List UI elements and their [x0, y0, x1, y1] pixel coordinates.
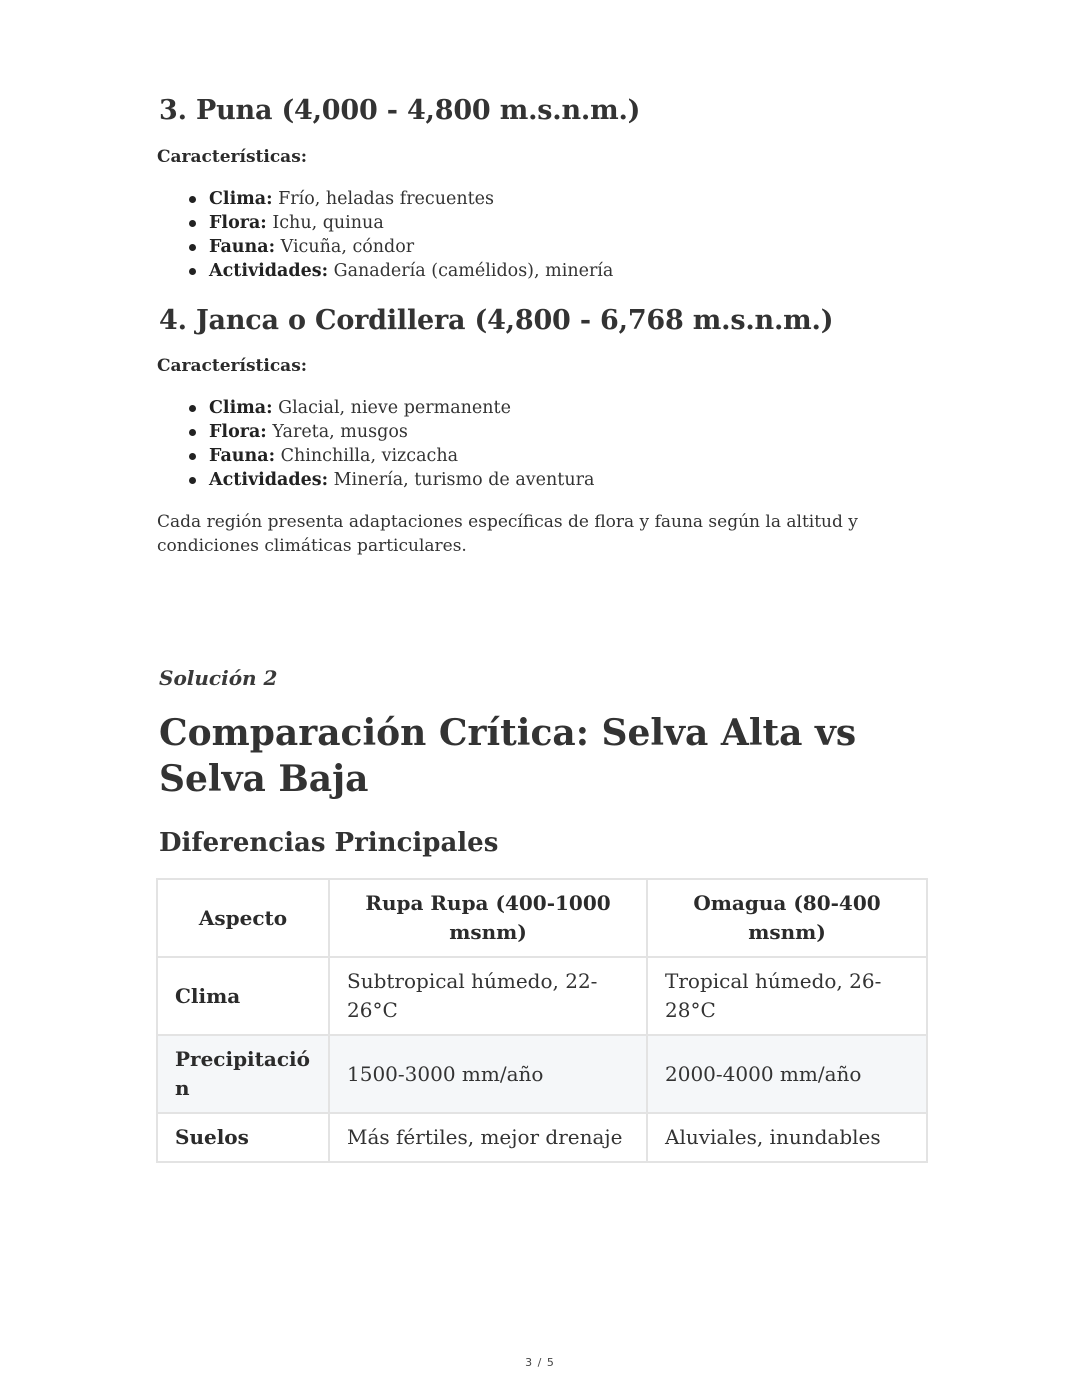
table-cell: Aluviales, inundables: [647, 1113, 927, 1162]
characteristics-label-puna: Características:: [157, 147, 308, 167]
list-item: [187, 444, 594, 468]
item-label: Fauna:: [209, 237, 276, 257]
table-row: [157, 957, 927, 1035]
list-item: [187, 259, 613, 283]
table-cell: Tropical húmedo, 26-28°C: [647, 957, 927, 1035]
item-label: Fauna:: [209, 446, 276, 466]
column-header: Omagua (80-400 msnm): [647, 879, 927, 957]
list-item: [187, 468, 594, 492]
characteristics-list-puna: [187, 187, 613, 283]
item-label: Clima:: [209, 189, 273, 209]
list-item: [187, 187, 613, 211]
item-value: Ichu, quinua: [266, 213, 384, 233]
table-cell: 1500-3000 mm/año: [329, 1035, 647, 1113]
list-item: [187, 396, 594, 420]
row-header-cell: Precipitación: [157, 1035, 329, 1113]
table-header-row: [157, 879, 927, 957]
table-cell: Subtropical húmedo, 22-26°C: [329, 957, 647, 1035]
column-header: Rupa Rupa (400-1000 msnm): [329, 879, 647, 957]
row-header-cell: Suelos: [157, 1113, 329, 1162]
item-label: Actividades:: [209, 470, 329, 490]
table-row: [157, 1035, 927, 1113]
item-value: Chinchilla, vizcacha: [275, 446, 459, 466]
characteristics-list-janca: [187, 396, 594, 492]
page-number: 3 / 5: [525, 1356, 555, 1369]
item-value: Minería, turismo de aventura: [328, 470, 595, 490]
item-label: Actividades:: [209, 261, 329, 281]
characteristics-label-janca: Características:: [157, 356, 308, 376]
column-header: Aspecto: [157, 879, 329, 957]
list-item: [187, 420, 594, 444]
section-title-janca: 4. Janca o Cordillera (4,800 - 6,768 m.s.n.m.): [159, 305, 834, 336]
item-value: Vicuña, cóndor: [275, 237, 415, 257]
page-title: Comparación Crítica: Selva Alta vs Selva Baja: [159, 712, 857, 800]
table-cell: Más fértiles, mejor drenaje: [329, 1113, 647, 1162]
item-value: Frío, heladas frecuentes: [272, 189, 494, 209]
item-value: Glacial, nieve permanente: [272, 398, 511, 418]
table-row: [157, 1113, 927, 1162]
list-item: [187, 211, 613, 235]
row-header-cell: Clima: [157, 957, 329, 1035]
item-value: Yareta, musgos: [266, 422, 408, 442]
comparison-table: [156, 878, 928, 1163]
item-value: Ganadería (camélidos), minería: [328, 261, 614, 281]
item-label: Flora:: [209, 422, 267, 442]
closing-paragraph: Cada región presenta adaptaciones específicas de flora y fauna según la altitud y condiciones climáticas particulares.: [157, 512, 858, 556]
section-subtitle: Diferencias Principales: [159, 828, 499, 858]
section-title-puna: 3. Puna (4,000 - 4,800 m.s.n.m.): [159, 95, 641, 126]
table-cell: 2000-4000 mm/año: [647, 1035, 927, 1113]
item-label: Clima:: [209, 398, 273, 418]
list-item: [187, 235, 613, 259]
item-label: Flora:: [209, 213, 267, 233]
solution-label: Solución 2: [159, 666, 278, 690]
